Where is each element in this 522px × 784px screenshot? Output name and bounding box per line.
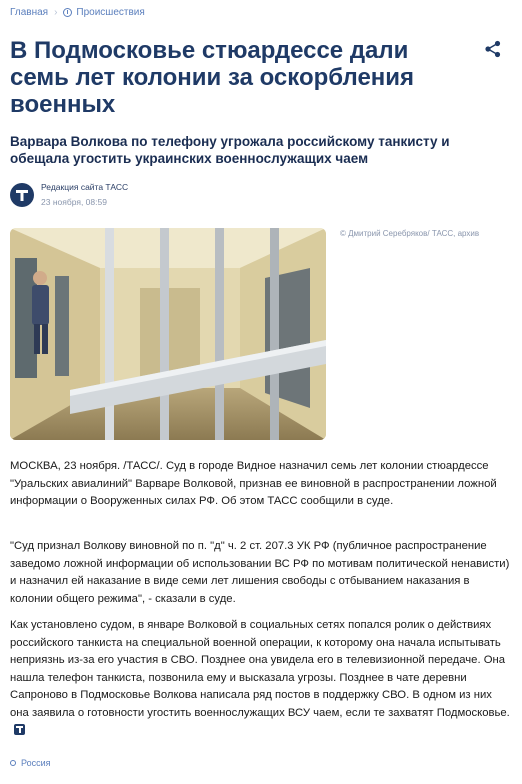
article-lead: Варвара Волкова по телефону угрожала российскому танкисту и обещала угостить украинских военнослужащих чаем [10,134,450,166]
article-paragraph [10,617,510,740]
breadcrumb-category-link[interactable]: Происшествия [76,7,145,18]
article-paragraph: "Суд признал Волкову виновной по п. "д" ч. 2 ст. 207.3 УК РФ (публичное распространение заведомо ложной информации об использовании ВС РФ по мотивам политической ненависти) и назначил ей наказание в виде семи лет лишения свободы с отбыванием наказания в колонии общего режима", - сказали в суде. [10,540,510,605]
breadcrumb-separator: › [54,7,58,18]
tag-dot-icon [10,760,16,766]
tag-russia[interactable] [10,758,51,768]
page-title: В Подмосковье стюардессе дали семь лет колонии за оскорбления военных [10,37,415,118]
publish-date: 23 ноября, 08:59 [41,197,107,207]
tass-end-mark-icon [14,724,25,735]
alert-circle-icon [63,8,72,17]
breadcrumb-home-link[interactable]: Главная [10,7,49,18]
article-paragraph: МОСКВА, 23 ноября. /ТАСС/. Суд в городе Видное назначил семь лет колонии стюардессе "Уральских авиалиний" Варваре Волковой, признав ее виновной в распространении ложной информации о Вооруженных силах РФ. Об этом ТАСС сообщили в суде. [10,460,497,508]
tass-logo-icon [10,183,34,207]
breadcrumb [10,7,145,18]
author-name[interactable]: Редакция сайта ТАСС [41,182,129,192]
article-paragraph-text: Как установлено судом, в январе Волковой в социальных сетях попался ролик о действиях российского танкиста на специальной военной операции, к которому она начала испытывать неприязнь из-за его участия в СВО. Позднее она увидела его в телевизионной передаче. Она нашла телефон танкиста, позвонила ему и высказала угрозы. Позднее в чате деревни Сапроново в Подмосковье Волкова написала ряд постов в поддержку СВО. В одном из них она заявила о готовности угостить военнослужащих ВСУ чаем, если те захватят Подмосковье. [10,619,510,719]
author-block [10,182,128,207]
tag-label: Россия [21,758,51,768]
article-photo [10,228,326,440]
photo-credit: © Дмитрий Серебряков/ ТАСС, архив [340,229,480,238]
share-icon[interactable] [484,40,502,58]
